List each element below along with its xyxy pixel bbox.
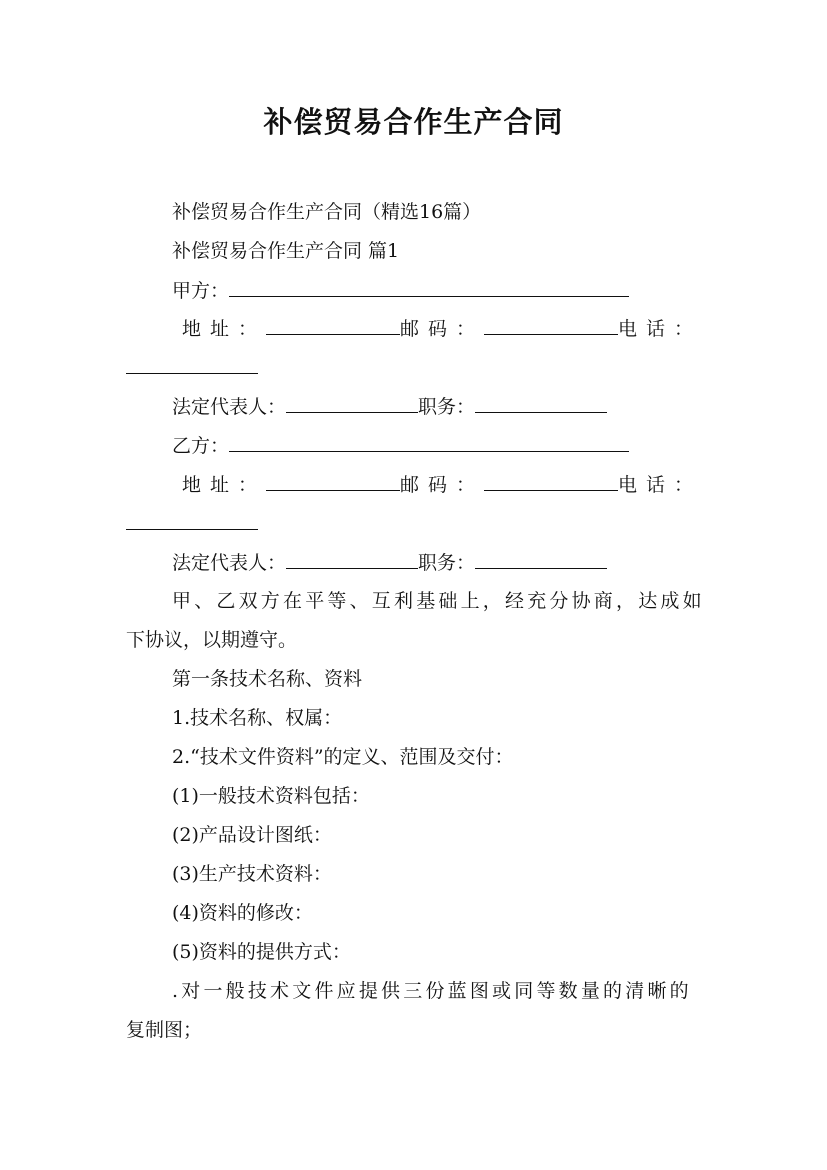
sub-item-4: (4)资料的修改： [172,902,313,924]
party-a-postcode-blank [484,316,618,335]
party-b-blank [229,433,629,452]
party-a-blank [229,278,629,297]
party-a-phone-row [126,355,258,380]
party-a-address-label: 地址： [182,318,267,340]
party-a-rep-blank [286,394,418,413]
party-a-phone-blank [126,355,258,374]
party-b-phone-blank [126,511,258,530]
item-2: 2.“技术文件资料”的定义、范围及交付： [172,746,514,768]
article1-heading: 第一条技术名称、资料 [172,668,363,690]
party-b-label: 乙方： [172,435,230,457]
sub-item-1: (1)一般技术资料包括： [172,785,370,807]
party-b-phone-label: 电话： [618,474,703,496]
party-b-rep-label: 法定代表人： [172,552,287,574]
party-b-address-label: 地址： [182,474,267,496]
party-b-address-blank [266,472,400,491]
document-title: 补偿贸易合作生产合同 [263,105,564,139]
party-b-position-label: 职务： [418,552,476,574]
document-subtitle: 补偿贸易合作生产合同（精选16篇） [172,201,482,223]
party-a-phone-label: 电话： [618,318,703,340]
provide-paragraph-line1: .对一般技术文件应提供三份蓝图或同等数量的清晰的 [172,980,692,1002]
provide-paragraph-line2: 复制图； [126,1019,203,1041]
party-a-rep-row [172,394,607,419]
party-b-row [172,433,629,458]
party-a-rep-label: 法定代表人： [172,396,287,418]
party-a-postcode-label: 邮码： [400,318,485,340]
party-b-postcode-blank [484,472,618,491]
party-a-position-blank [475,394,607,413]
sub-item-5: (5)资料的提供方式： [172,941,351,963]
intro-paragraph-line1: 甲、乙双方在平等、互利基础上，经充分协商，达成如 [172,590,705,612]
party-a-address-blank [266,316,400,335]
party-b-rep-row [172,550,607,575]
party-a-row [172,278,629,303]
party-a-address-row [182,316,702,341]
intro-paragraph-line2: 下协议，以期遵守。 [126,629,298,651]
party-b-address-row [182,472,702,497]
party-b-phone-row [126,511,258,536]
party-b-position-blank [475,550,607,569]
part-heading: 补偿贸易合作生产合同 篇1 [172,240,400,262]
party-b-rep-blank [286,550,418,569]
party-b-postcode-label: 邮码： [400,474,485,496]
sub-item-2: (2)产品设计图纸： [172,824,332,846]
party-a-position-label: 职务： [418,396,476,418]
party-a-label: 甲方： [172,280,230,302]
sub-item-3: (3)生产技术资料： [172,863,332,885]
item-1: 1.技术名称、权属： [172,707,343,729]
